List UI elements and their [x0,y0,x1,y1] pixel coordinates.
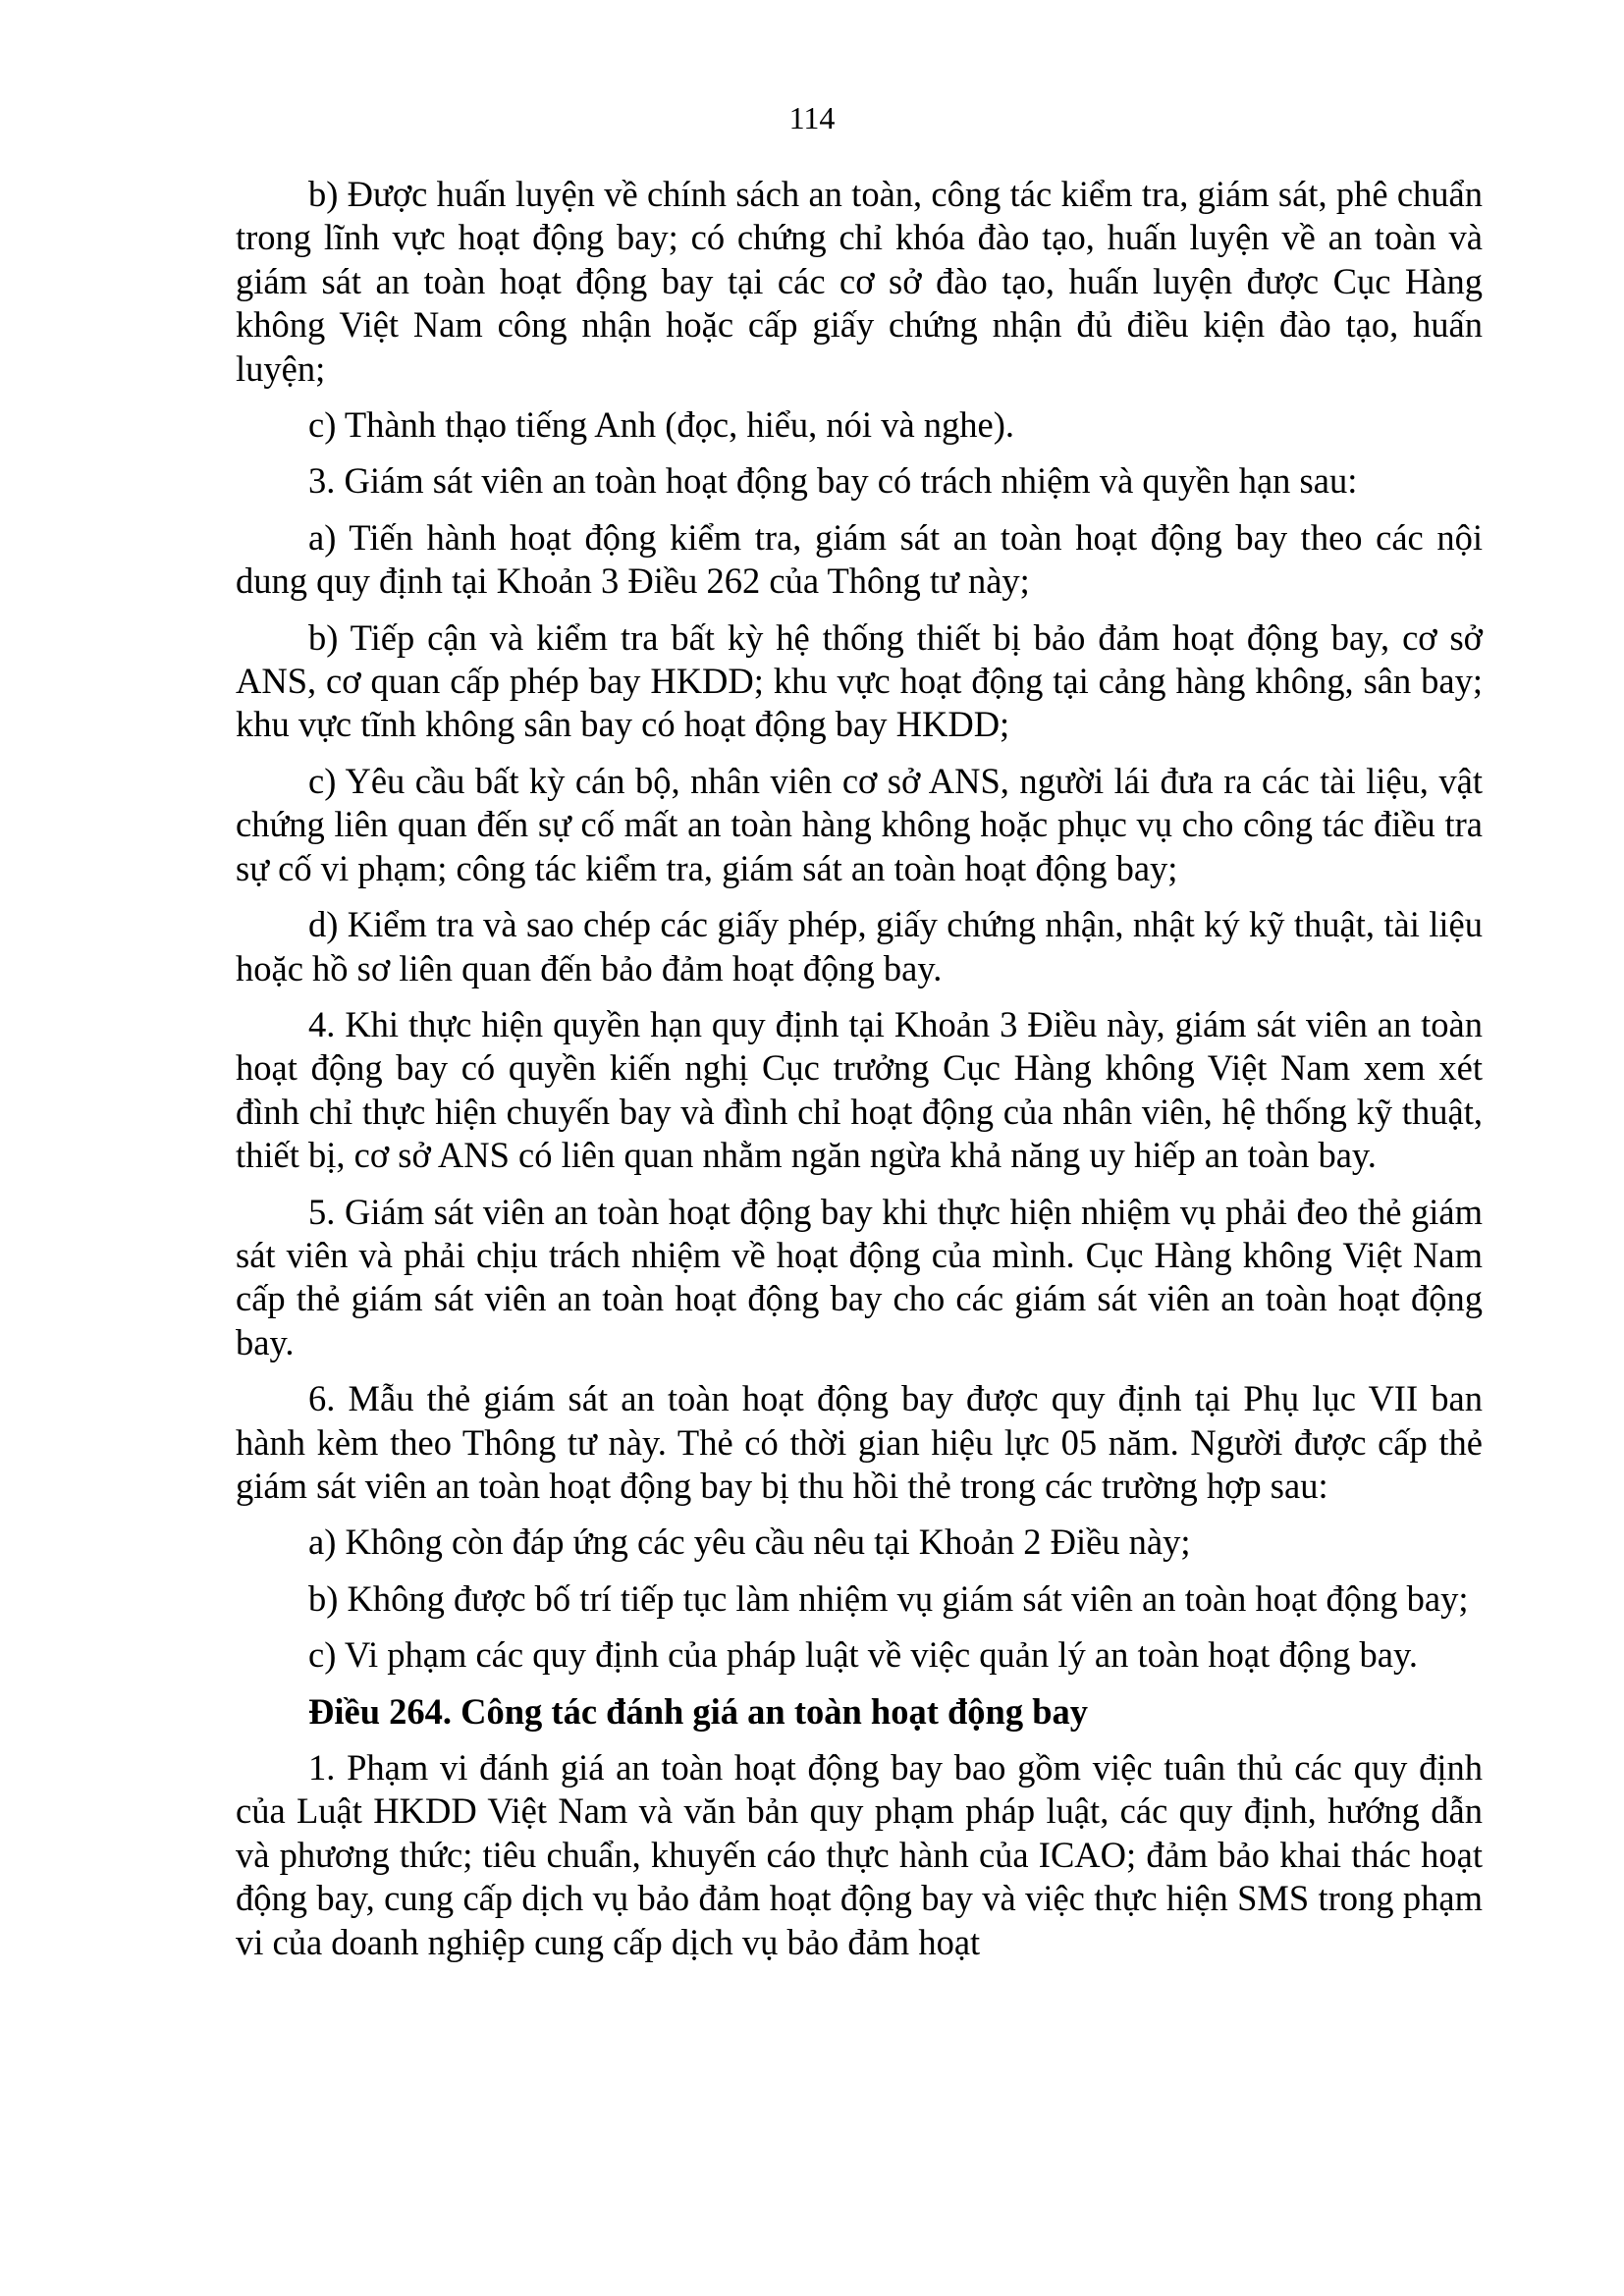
paragraph-2c: c) Thành thạo tiếng Anh (đọc, hiểu, nói và nghe). [308,404,1015,446]
article-264-heading: Điều 264. Công tác đánh giá an toàn hoạt động bay [308,1690,1089,1732]
paragraph-264-1: 1. Phạm vi đánh giá an toàn hoạt động bay bao gồm việc tuân thủ các quy định của Luật HKDD Việt Nam và văn bản quy phạm pháp luật, các quy định, hướng dẫn và phương thức; tiêu chuẩn, khuyến cáo thực hành của ICAO; đảm bảo khai thác hoạt động bay, cung cấp dịch vụ bảo đảm hoạt động bay và việc thực hiện SMS trong phạm vi của doanh nghiệp cung cấp dịch vụ bảo đảm hoạt [236,1747,1483,1962]
paragraph-6b: b) Không được bố trí tiếp tục làm nhiệm vụ giám sát viên an toàn hoạt động bay; [308,1577,1469,1619]
paragraph-3c: c) Yêu cầu bất kỳ cán bộ, nhân viên cơ sở ANS, người lái đưa ra các tài liệu, vật chứng liên quan đến sự cố mất an toàn hàng không hoặc phục vụ cho công tác điều tra sự cố vi phạm; công tác kiểm tra, giám sát an toàn hoạt động bay; [236,760,1483,888]
paragraph-6c: c) Vi phạm các quy định của pháp luật về việc quản lý an toàn hoạt động bay. [308,1634,1418,1676]
paragraph-6: 6. Mẫu thẻ giám sát an toàn hoạt động bay được quy định tại Phụ lục VII ban hành kèm theo Thông tư này. Thẻ có thời gian hiệu lực 05 năm. Người được cấp thẻ giám sát viên an toàn hoạt động bay bị thu hồi thẻ trong các trường hợp sau: [236,1378,1483,1506]
paragraph-6a: a) Không còn đáp ứng các yêu cầu nêu tại Khoản 2 Điều này; [308,1522,1191,1563]
paragraph-3d: d) Kiểm tra và sao chép các giấy phép, giấy chứng nhận, nhật ký kỹ thuật, tài liệu hoặc hồ sơ liên quan đến bảo đảm hoạt động bay. [236,904,1483,988]
paragraph-3a: a) Tiến hành hoạt động kiểm tra, giám sát an toàn hoạt động bay theo các nội dung quy định tại Khoản 3 Điều 262 của Thông tư này; [236,516,1483,602]
paragraph-2b: b) Được huấn luyện về chính sách an toàn, công tác kiểm tra, giám sát, phê chuẩn trong lĩnh vực hoạt động bay; có chứng chỉ khóa đào tạo, huấn luyện về an toàn và giám sát an toàn hoạt động bay tại các cơ sở đào tạo, huấn luyện được Cục Hàng không Việt Nam công nhận hoặc cấp giấy chứng nhận đủ điều kiện đào tạo, huấn luyện; [236,174,1483,389]
document-body [236,173,1483,1977]
paragraph-4: 4. Khi thực hiện quyền hạn quy định tại Khoản 3 Điều này, giám sát viên an toàn hoạt động bay có quyền kiến nghị Cục trưởng Cục Hàng không Việt Nam xem xét đình chỉ thực hiện chuyến bay và đình chỉ hoạt động của nhân viên, hệ thống kỹ thuật, thiết bị, cơ sở ANS có liên quan nhằm ngăn ngừa khả năng uy hiếp an toàn bay. [236,1003,1483,1176]
paragraph-5: 5. Giám sát viên an toàn hoạt động bay khi thực hiện nhiệm vụ phải đeo thẻ giám sát viên và phải chịu trách nhiệm về hoạt động của mình. Cục Hàng không Việt Nam cấp thẻ giám sát viên an toàn hoạt động bay cho các giám sát viên an toàn hoạt động bay. [236,1191,1483,1362]
paragraph-3: 3. Giám sát viên an toàn hoạt động bay có trách nhiệm và quyền hạn sau: [308,460,1358,502]
page-number: 114 [788,100,836,135]
paragraph-3b: b) Tiếp cận và kiểm tra bất kỳ hệ thống thiết bị bảo đảm hoạt động bay, cơ sở ANS, cơ quan cấp phép bay HKDD; khu vực hoạt động tại cảng hàng không, sân bay; khu vực tĩnh không sân bay có hoạt động bay HKDD; [236,616,1483,745]
